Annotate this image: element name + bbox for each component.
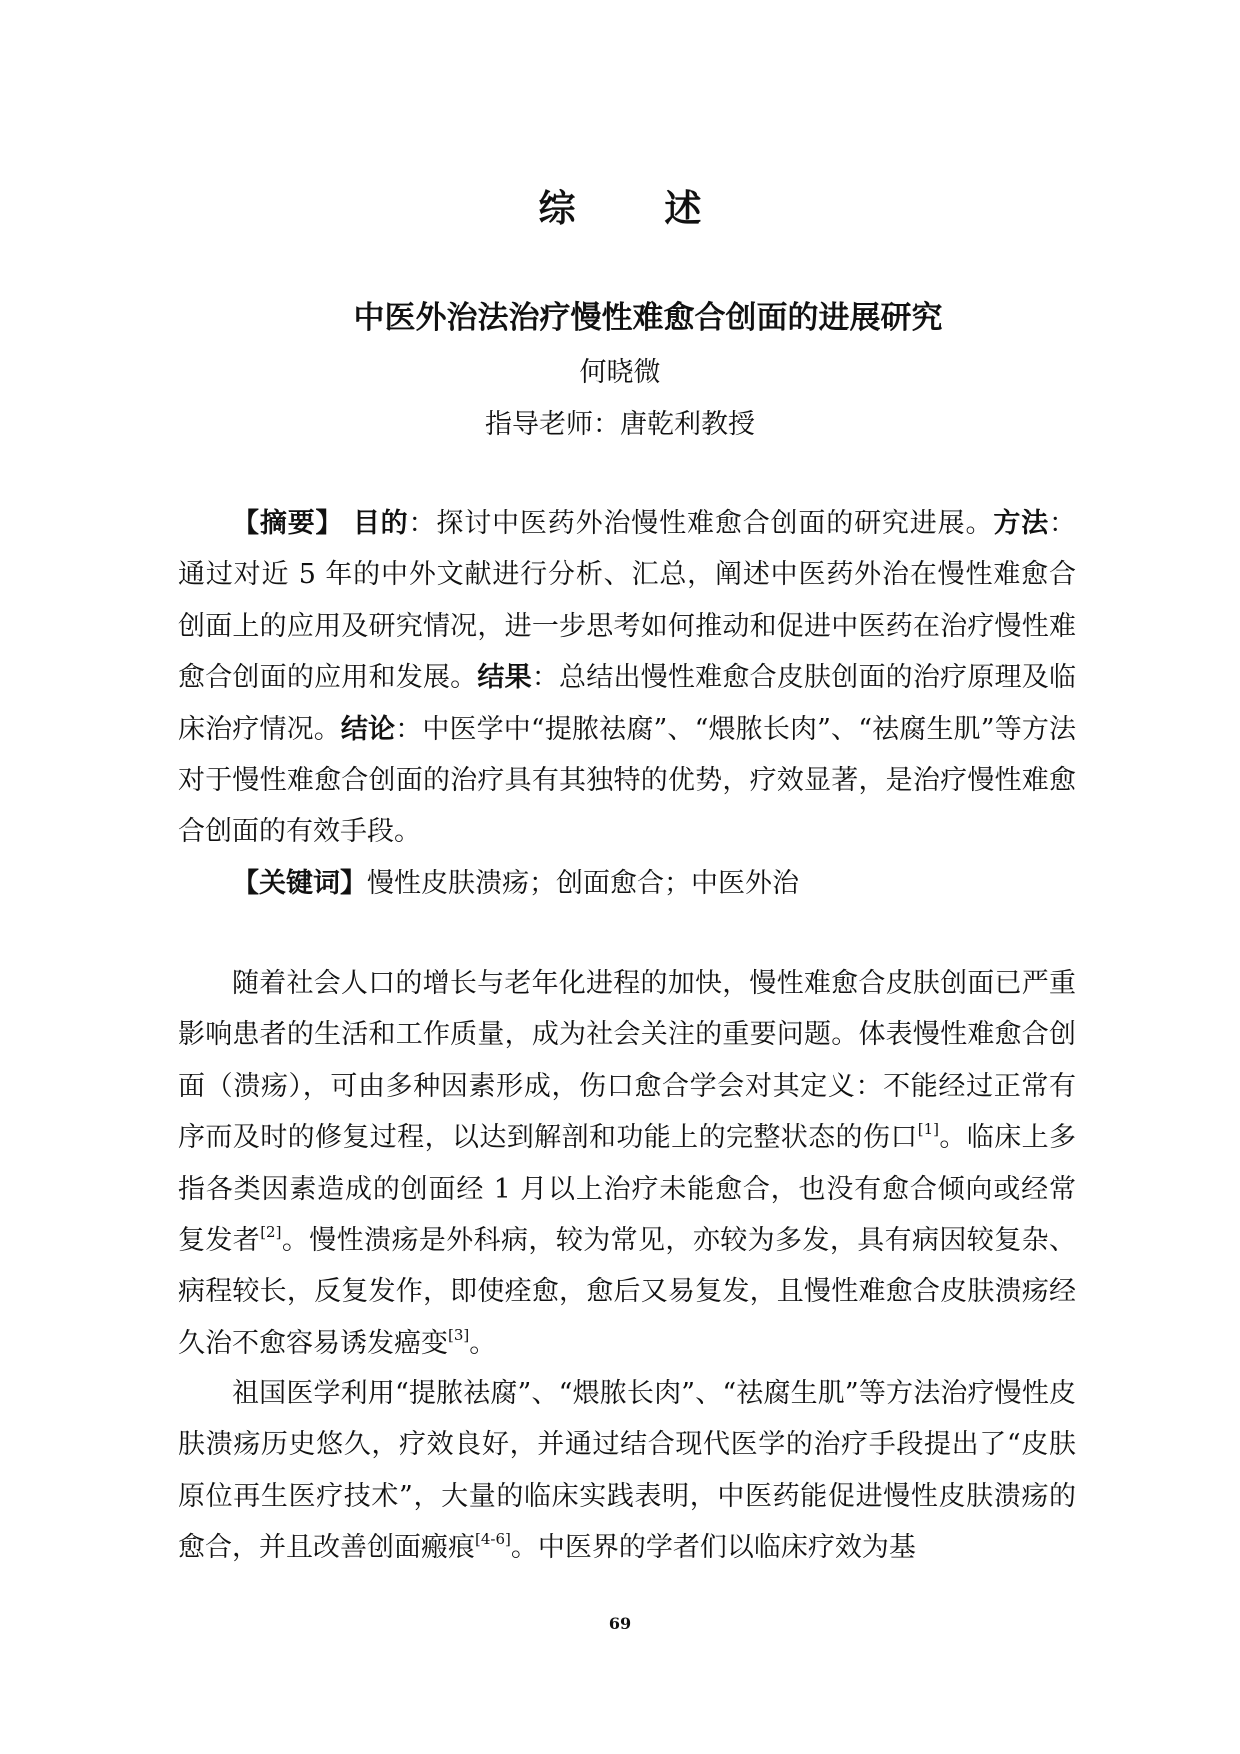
body-paragraph-2 [178,1368,1076,1574]
citation-2: [2] [260,1223,282,1242]
conclusion-label: 结论 [340,713,396,745]
objective-label: 目的 [352,508,409,539]
conclusion-text: ：中医学中“提脓祛腐”、“煨脓长肉”、“祛腐生肌”等方法对于慢性难愈合创面的治疗具有其独特的优势，疗效显著，是治疗慢性难愈合创面的有效手段。 [178,713,1076,848]
paragraph-2-text-1: 祖国医学利用“提脓祛腐”、“煨脓长肉”、“祛腐生肌”等方法治疗慢性皮肤溃疡历史悠久，疗效良好，并通过结合现代医学的治疗手段提出了“皮肤原位再生医疗技术”，大量的临床实践表明，中医药能促进慢性皮肤溃疡的愈合，并且改善创面瘢痕 [178,1378,1076,1564]
keywords-text: 慢性皮肤溃疡；创面愈合；中医外治 [367,868,799,899]
method-label: 方法 [993,508,1050,539]
result-text: ：总结出慢性难愈合皮肤创面的治疗原理及临床治疗情况。 [178,662,1076,745]
paragraph-1-text-1: 随着社会人口的增长与老年化进程的加快，慢性难愈合皮肤创面已严重影响患者的生活和工作质量，成为社会关注的重要问题。体表慢性难愈合创面（溃疡），可由多种因素形成，伤口愈合学会对其定义：不能经过正常有序而及时的修复过程，以达到解剖和功能上的完整状态的伤口 [178,968,1076,1154]
section-title: 综 述 [538,187,740,230]
abstract-gap [343,508,352,539]
keywords-label: 【关键词】 [232,868,367,899]
keywords-paragraph [178,858,1076,909]
method-text: ：通过对近 5 年的中外文献进行分析、汇总，阐述中医药外治在慢性难愈合创面上的应用及研究情况，进一步思考如何推动和促进中医药在治疗慢性难愈合创面的应用和发展。 [178,508,1077,694]
paragraph-1-text-3: 。慢性溃疡是外科病，较为常见，亦较为多发，具有病因较复杂、病程较长，反复发作，即使痊愈，愈后又易复发，且慢性难愈合皮肤溃疡经久治不愈容易诱发癌变 [178,1225,1077,1359]
objective-text: ：探讨中医药外治慢性难愈合创面的研究进展。 [408,508,994,539]
paper-title: 中医外治法治疗慢性难愈合创面的进展研究 [353,300,943,336]
page-number: 69 [608,1614,632,1633]
body-paragraph-1 [178,958,1076,1369]
citation-1: [1] [917,1120,940,1139]
abstract-paragraph [178,498,1076,858]
author-name: 何晓微 [579,357,661,388]
abstract-label: 【摘要】 [232,508,344,539]
citation-3: [3] [448,1325,470,1344]
paragraph-1-text-2: 。临床上多指各类因素造成的创面经 1 月以上治疗未能愈合，也没有愈合倾向或经常复发者 [178,1122,1077,1257]
citation-4-6: [4-6] [475,1530,511,1549]
paragraph-1-text-4: 。 [469,1327,497,1359]
paragraph-2-text-2: 。中医界的学者们以临床疗效为基 [510,1532,916,1564]
advisor-line: 指导老师：唐乾利教授 [485,409,755,440]
result-label: 结果 [477,662,532,694]
